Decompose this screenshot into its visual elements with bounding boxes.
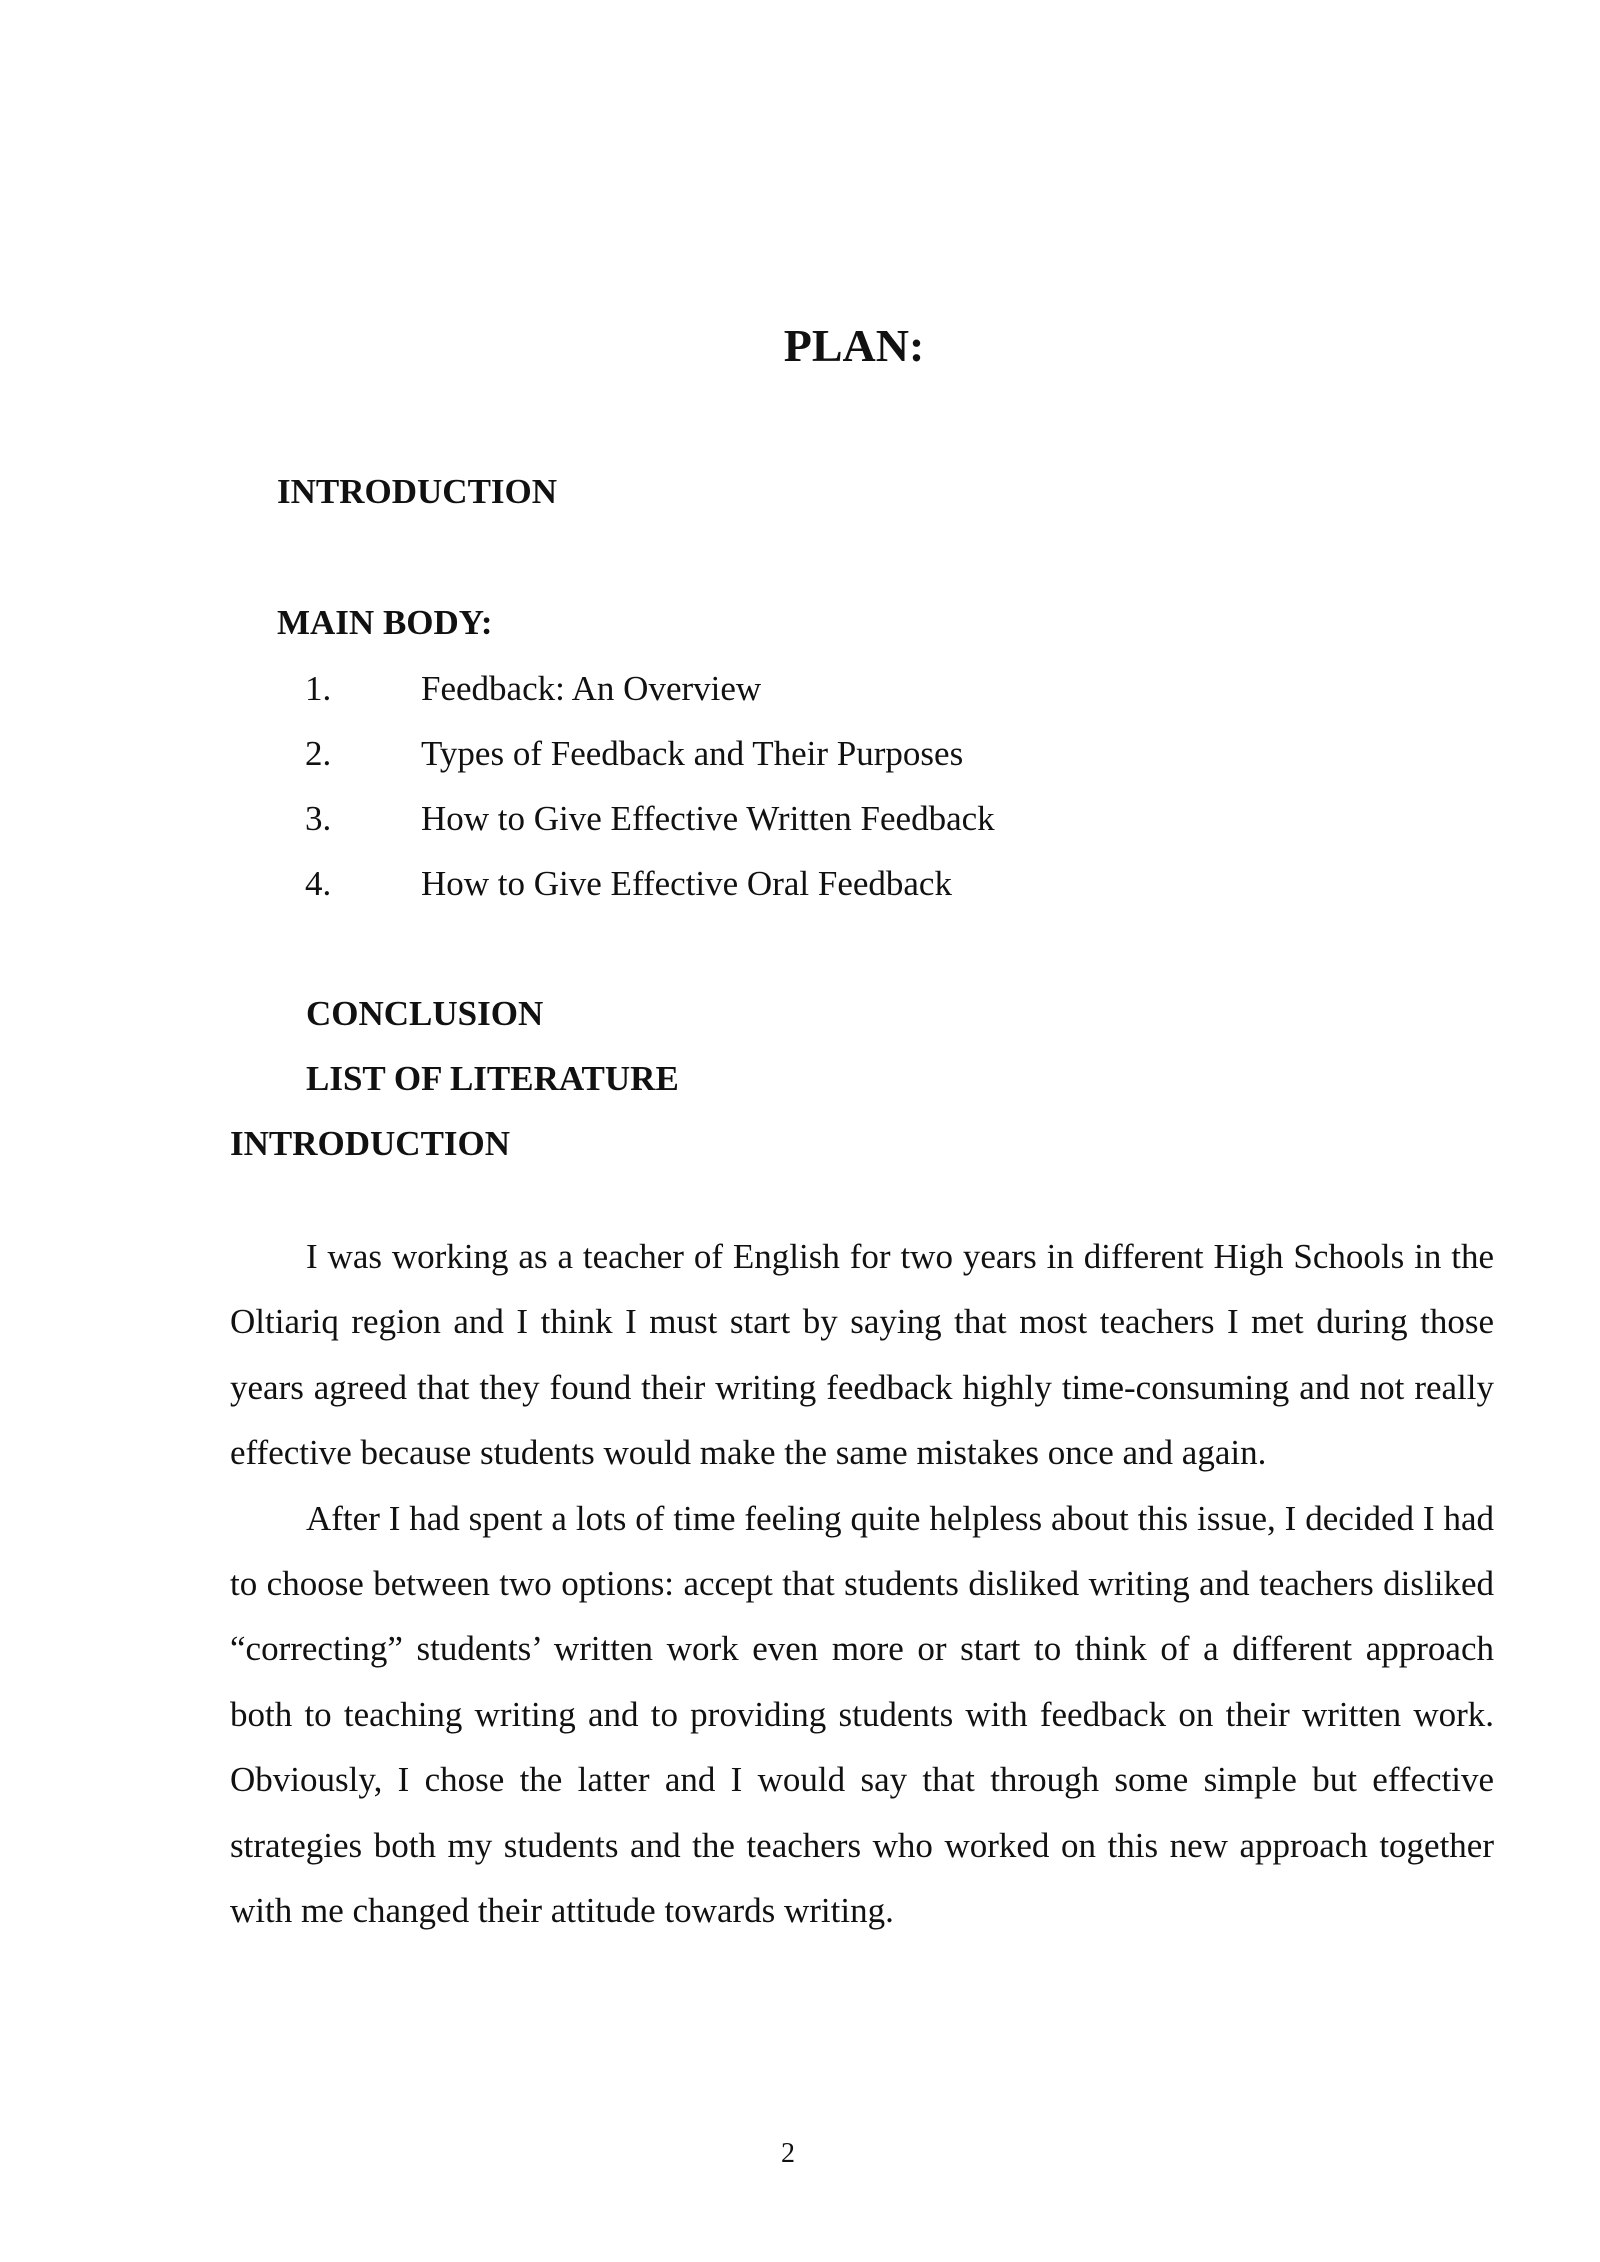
plan-item-text: Feedback: An Overview bbox=[421, 669, 762, 708]
plan-item-number: 2. bbox=[305, 734, 332, 773]
plan-item-number: 3. bbox=[305, 799, 332, 838]
plan-literature-heading: LIST OF LITERATURE bbox=[306, 1059, 679, 1098]
plan-introduction-heading: INTRODUCTION bbox=[277, 472, 558, 511]
plan-item-text: Types of Feedback and Their Purposes bbox=[421, 734, 964, 773]
plan-main-body-heading: MAIN BODY: bbox=[277, 603, 493, 642]
plan-conclusion-heading: CONCLUSION bbox=[306, 994, 544, 1033]
plan-item-number: 4. bbox=[305, 864, 332, 903]
section-body bbox=[230, 1224, 1494, 1943]
plan-item-number: 1. bbox=[305, 669, 332, 708]
plan-item-text: How to Give Effective Written Feedback bbox=[421, 799, 995, 838]
body-paragraph: I was working as a teacher of English for two years in different High Schools in the Oltiariq region and I think I must start by saying that most teachers I met during those years agreed that they found their writing feedback highly time-consuming and not really effective because students would make the same mistakes once and again. bbox=[230, 1237, 1494, 1473]
plan-item-text: How to Give Effective Oral Feedback bbox=[421, 864, 952, 903]
page-number: 2 bbox=[781, 2138, 795, 2169]
body-paragraph: After I had spent a lots of time feeling quite helpless about this issue, I decided I had to choose between two options: accept that students disliked writing and teachers disliked “correcting” students’ written work even more or start to think of a different approach both to teaching writing and to providing students with feedback on their written work. Obviously, I chose the latter and I would say that through some simple but effective strategies both my students and the teachers who worked on this new approach together with me changed their attitude towards writing. bbox=[230, 1498, 1494, 1931]
section-heading: INTRODUCTION bbox=[230, 1124, 511, 1163]
plan-title: PLAN: bbox=[783, 320, 925, 371]
